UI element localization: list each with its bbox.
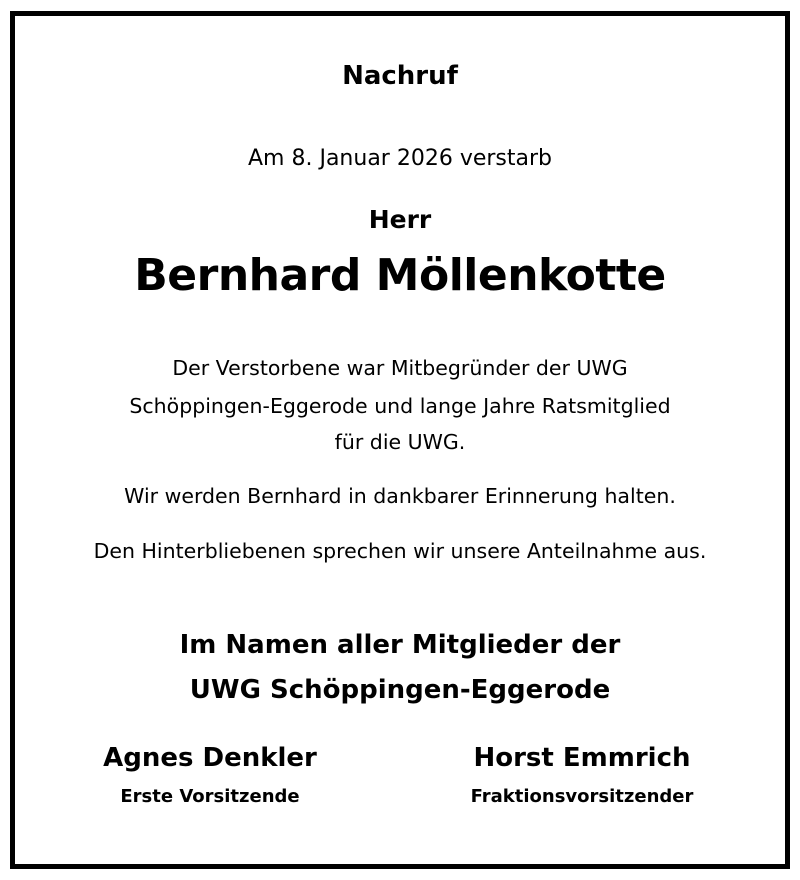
signatory-name-right: Horst Emmrich — [473, 743, 691, 773]
salutation: Herr — [368, 205, 432, 234]
organization-line-1: Im Namen aller Mitglieder der — [179, 630, 621, 660]
deceased-name: Bernhard Möllenkotte — [134, 250, 666, 301]
body-line-2: Schöppingen-Eggerode und lange Jahre Ratsmitglied — [129, 394, 671, 418]
body-line-1: Der Verstorbene war Mitbegründer der UWG — [172, 356, 628, 380]
date-of-death-line: Am 8. Januar 2026 verstarb — [248, 146, 552, 171]
condolence-line: Den Hinterbliebenen sprechen wir unsere Anteilnahme aus. — [93, 539, 707, 563]
signatory-role-left: Erste Vorsitzende — [120, 786, 300, 807]
signatory-name-left: Agnes Denkler — [103, 743, 317, 773]
body-line-3: für die UWG. — [334, 430, 466, 454]
organization-line-2: UWG Schöppingen-Eggerode — [189, 675, 611, 705]
obituary-heading: Nachruf — [342, 61, 458, 91]
remembrance-line: Wir werden Bernhard in dankbarer Erinnerung halten. — [124, 484, 676, 508]
signatory-role-right: Fraktionsvorsitzender — [470, 786, 694, 807]
